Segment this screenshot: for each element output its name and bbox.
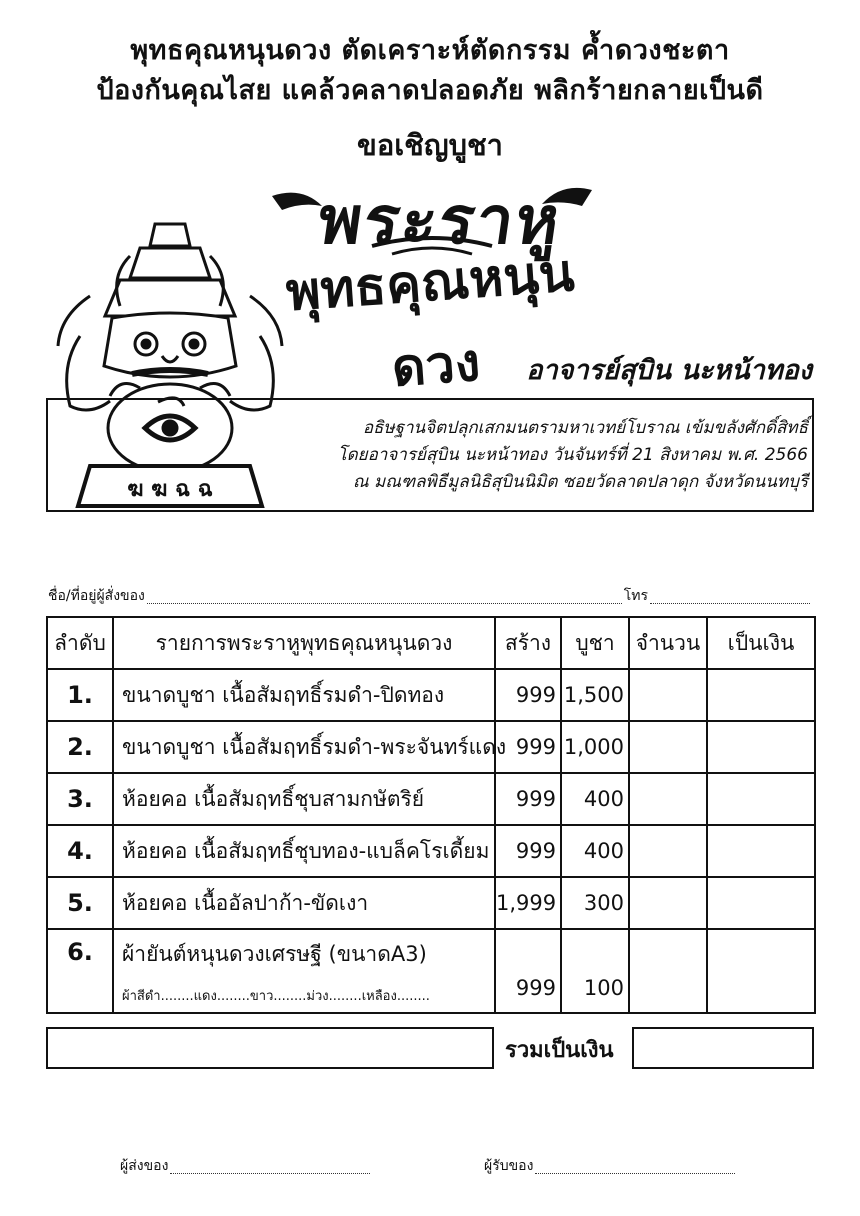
mascot-base-text: ฆ ฆ ฉ ฉ (127, 477, 213, 502)
col-header-qty: จำนวน (629, 617, 707, 669)
row-price: 400 (561, 773, 629, 825)
orderer-field[interactable] (147, 603, 622, 604)
table-row (47, 825, 815, 877)
row-no: 1. (47, 669, 113, 721)
header-line-1: พุทธคุณหนุนดวง ตัดเคราะห์ตัดกรรม ค้ำดวงชะตา (130, 35, 730, 66)
row-price: 1,500 (561, 669, 629, 721)
order-table (46, 616, 816, 1014)
row-qty-cell[interactable] (629, 929, 707, 1013)
total-amount-box[interactable] (632, 1027, 814, 1069)
row-no: 5. (47, 877, 113, 929)
blessing-line-1: อธิษฐานจิตปลุกเสกมนตรามหาเวทย์โบราณ เข้มขลังศักดิ์สิทธิ์ (362, 418, 808, 438)
row-item-cell (113, 929, 495, 1013)
orderer-row (48, 585, 812, 607)
row-made: 1,999 (495, 877, 561, 929)
row-amount-cell[interactable] (707, 721, 815, 773)
receiver-field[interactable] (535, 1173, 735, 1174)
table-row (47, 877, 815, 929)
row-no: 3. (47, 773, 113, 825)
table-row (47, 773, 815, 825)
row-item: ห้อยคอ เนื้อสัมฤทธิ์ชุบสามกษัตริย์ (113, 773, 495, 825)
master-name: อาจารย์สุบิน นะหน้าทอง (526, 355, 812, 386)
blessing-line-3: ณ มณฑลพิธีมูลนิธิสุบินนิมิต ซอยวัดลาดปลาดุก จังหวัดนนทบุรี (352, 472, 808, 492)
row-made: 999 (495, 929, 561, 1013)
col-header-made: สร้าง (495, 617, 561, 669)
total-note-box[interactable] (46, 1027, 494, 1069)
row-qty-cell[interactable] (629, 721, 707, 773)
row-amount-cell[interactable] (707, 669, 815, 721)
col-header-amount: เป็นเงิน (707, 617, 815, 669)
row-item: ขนาดบูชา เนื้อสัมฤทธิ์รมดำ-พระจันทร์แดง (113, 721, 495, 773)
table-row (47, 721, 815, 773)
phone-label: โทร (623, 588, 648, 604)
row-qty-cell[interactable] (629, 825, 707, 877)
col-header-price: บูชา (561, 617, 629, 669)
row-made: 999 (495, 825, 561, 877)
row-qty-cell[interactable] (629, 773, 707, 825)
phone-field[interactable] (650, 603, 810, 604)
table-row (47, 929, 815, 1013)
row-qty-cell[interactable] (629, 877, 707, 929)
row-made: 999 (495, 721, 561, 773)
row-item: ห้อยคอ เนื้ออัลปาก้า-ขัดเงา (113, 877, 495, 929)
orderer-label: ชื่อ/ที่อยู่ผู้สั่งของ (48, 588, 145, 604)
row-color-options[interactable]: ผ้าสีดำ........แดง........ขาว........ม่วง........เหลือง........ (122, 989, 430, 1004)
row-made: 999 (495, 773, 561, 825)
row-price: 300 (561, 877, 629, 929)
row-price: 100 (561, 929, 629, 1013)
col-header-item: รายการพระราหูพุทธคุณหนุนดวง (113, 617, 495, 669)
sender-field[interactable] (170, 1173, 370, 1174)
table-header-row (47, 617, 815, 669)
row-price: 1,000 (561, 721, 629, 773)
sender-signature-row (120, 1155, 370, 1177)
table-row (47, 669, 815, 721)
header-line-2: ป้องกันคุณไสย แคล้วคลาดปลอดภัย พลิกร้ายกลายเป็นดี (96, 75, 764, 106)
row-qty-cell[interactable] (629, 669, 707, 721)
row-item: ผ้ายันต์หนุนดวงเศรษฐี (ขนาดA3) (122, 942, 427, 966)
total-label: รวมเป็นเงิน (505, 1038, 614, 1063)
row-item: ขนาดบูชา เนื้อสัมฤทธิ์รมดำ-ปิดทอง (113, 669, 495, 721)
row-price: 400 (561, 825, 629, 877)
title-main: พระราหู (313, 181, 567, 259)
row-amount-cell[interactable] (707, 825, 815, 877)
invite-heading: ขอเชิญบูชา (357, 128, 503, 162)
row-amount-cell[interactable] (707, 929, 815, 1013)
row-no: 4. (47, 825, 113, 877)
sender-label: ผู้ส่งของ (120, 1158, 169, 1174)
row-amount-cell[interactable] (707, 877, 815, 929)
row-item: ห้อยคอ เนื้อสัมฤทธิ์ชุบทอง-แบล็คโรเดี้ยม (113, 825, 495, 877)
row-no: 6. (47, 929, 113, 1013)
row-made: 999 (495, 669, 561, 721)
title-sub: พุทธคุณหนุนดวง (284, 243, 577, 399)
blessing-line-2: โดยอาจารย์สุบิน นะหน้าทอง วันจันทร์ที่ 21 สิงหาคม พ.ศ. 2566 (337, 445, 808, 465)
row-no: 2. (47, 721, 113, 773)
row-amount-cell[interactable] (707, 773, 815, 825)
col-header-no: ลำดับ (47, 617, 113, 669)
receiver-label: ผู้รับของ (484, 1158, 534, 1174)
receiver-signature-row (484, 1155, 735, 1177)
